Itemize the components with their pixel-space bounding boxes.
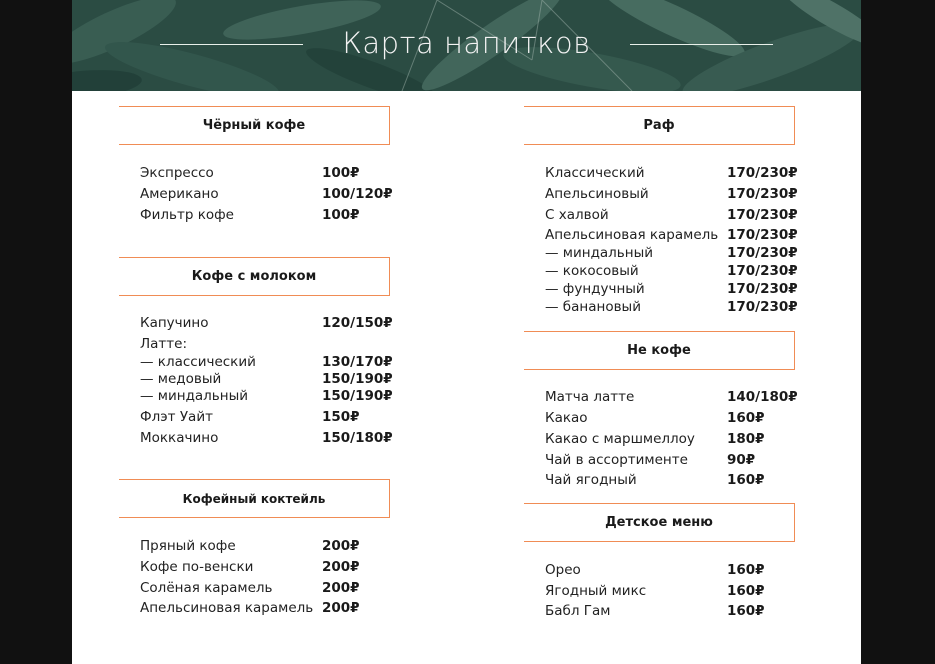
title-divider-right [630,44,773,45]
item-name: — кокосовый [545,263,639,279]
item-name: — классический [140,354,256,370]
item-name: Экспрессо [140,165,214,181]
item-price: 200₽ [322,559,360,575]
item-name: Апельсиновая карамель [140,600,314,616]
item-name: Фильтр кофе [140,207,234,223]
item-name: Латте: [140,336,188,352]
page-title: Карта напитков [342,26,591,60]
item-price: 170/230₽ [727,227,798,243]
item-price: 120/150₽ [322,315,393,331]
item-price: 90₽ [727,452,756,468]
item-name: Орео [545,562,581,578]
item-name: Матча латте [545,389,635,405]
item-price: 100/120₽ [322,186,393,202]
item-price: 150₽ [322,409,360,425]
menu-page [72,0,861,664]
section-header-coffee-cocktail: Кофейный коктейль [119,479,390,518]
item-name: — банановый [545,299,641,315]
item-name: Апельсиновый [545,186,649,202]
item-name: — фундучный [545,281,645,297]
item-price: 140/180₽ [727,389,798,405]
item-name: Моккачино [140,430,219,446]
item-name: Бабл Гам [545,603,611,619]
item-name: — миндальный [140,388,249,404]
item-price: 150/180₽ [322,430,393,446]
item-price: 170/230₽ [727,263,798,279]
item-name: Какао [545,410,588,426]
item-price: 200₽ [322,580,360,596]
item-price: 170/230₽ [727,165,798,181]
item-price: 100₽ [322,207,360,223]
item-price: 170/230₽ [727,245,798,261]
item-price: 200₽ [322,600,360,616]
item-name: Чай в ассортименте [545,452,688,468]
item-name: Солёная карамель [140,580,273,596]
item-price: 130/170₽ [322,354,393,370]
item-price: 180₽ [727,431,765,447]
item-price: 160₽ [727,410,765,426]
section-header-milk-coffee: Кофе с молоком [119,257,390,296]
item-name: С халвой [545,207,609,223]
item-name: Пряный кофе [140,538,236,554]
section-header-kids-menu: Детское меню [524,503,795,542]
section-header-raf: Раф [524,106,795,145]
item-name: Апельсиновая карамель [545,227,719,243]
item-price: 170/230₽ [727,299,798,315]
item-price: 150/190₽ [322,388,393,404]
item-price: 160₽ [727,472,765,488]
item-name: — миндальный [545,245,654,261]
item-name: Ягодный микс [545,583,647,599]
item-name: Чай ягодный [545,472,637,488]
item-name: Классический [545,165,645,181]
item-name: Американо [140,186,219,202]
item-name: Флэт Уайт [140,409,213,425]
item-price: 160₽ [727,603,765,619]
header-banner [72,0,861,91]
item-name: Кофе по-венски [140,559,254,575]
item-name: Капучино [140,315,209,331]
item-price: 160₽ [727,583,765,599]
item-price: 150/190₽ [322,371,393,387]
item-name: Какао с маршмеллоу [545,431,695,447]
section-header-not-coffee: Не кофе [524,331,795,370]
section-header-black-coffee: Чёрный кофе [119,106,390,145]
item-price: 200₽ [322,538,360,554]
item-price: 160₽ [727,562,765,578]
item-price: 170/230₽ [727,281,798,297]
item-price: 170/230₽ [727,207,798,223]
item-price: 100₽ [322,165,360,181]
item-name: — медовый [140,371,222,387]
item-price: 170/230₽ [727,186,798,202]
